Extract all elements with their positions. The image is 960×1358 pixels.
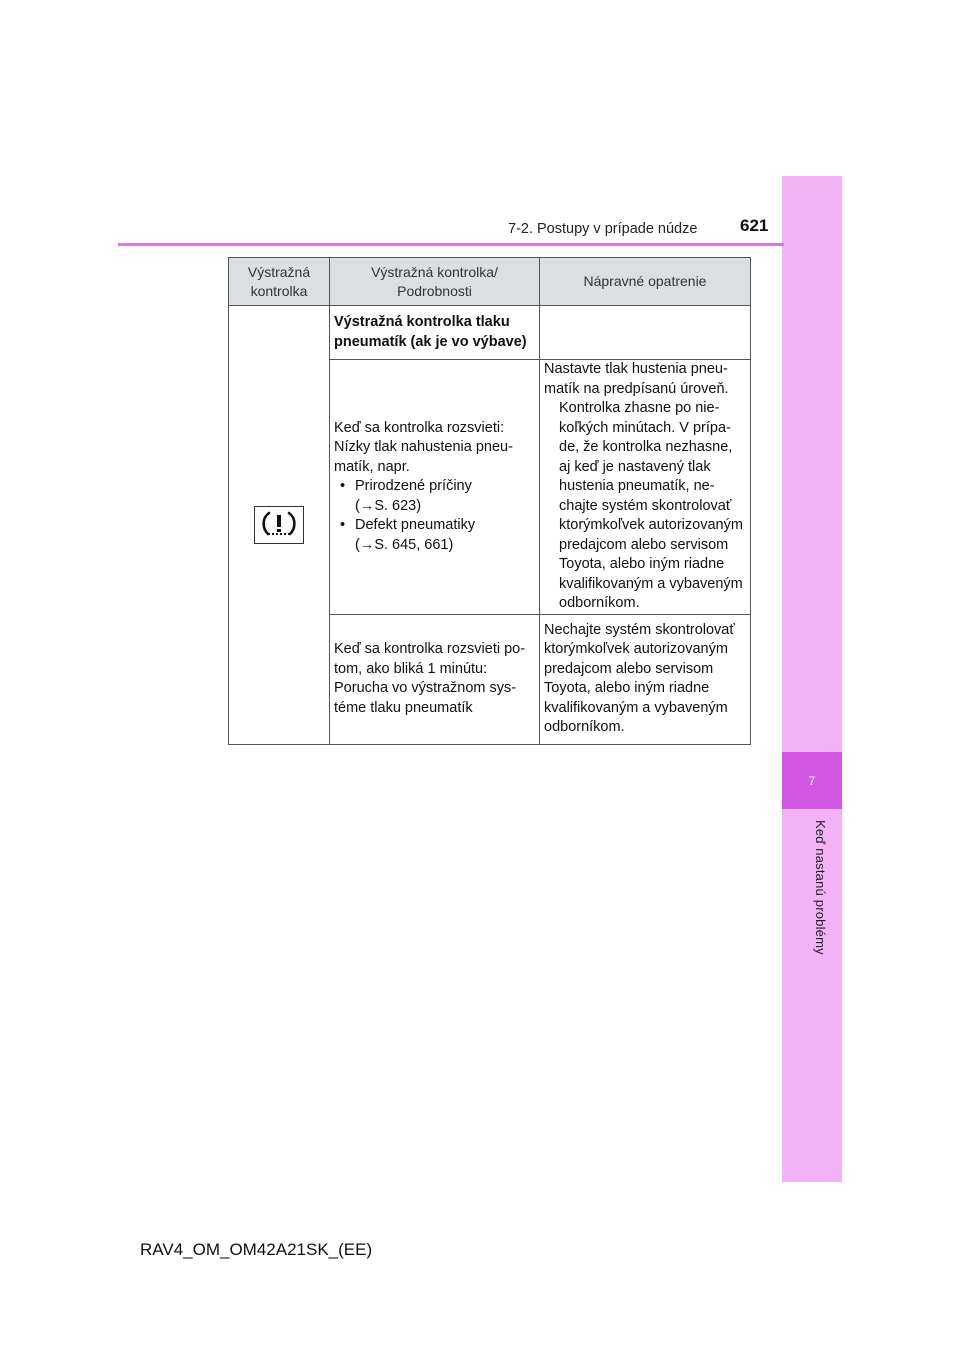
list-item: • Defekt pneumatiky (→S. 645, 661) [334,516,535,555]
action-first: Nastavte tlak hustenia pneumatík na predpísanú úroveň. [544,361,729,397]
section-title: 7-2. Postupy v prípade núdze [508,221,698,237]
cause-list [334,477,535,555]
chapter-side-tab [782,176,842,1182]
tire-pressure-warning-icon [254,506,304,544]
action-malfunction: Nechajte systém skontrolovať ktorýmkoľvek autorizovaným predajcom alebo servisom Toyota, alebo iným riadne kvalifikovaným a vybaveným odborníkom. [540,614,751,744]
detail-intro: Keď sa kontrolka rozsvieti: Nízky tlak nahustenia pneumatík, napr. [334,419,513,475]
list-item: • Prirodzené príčiny (→S. 623) [334,477,535,516]
action-low-pressure [540,360,751,615]
icon-cell [229,306,330,745]
header-corrective-action: Nápravné opatrenie [540,258,751,306]
table-header-row [229,258,751,306]
table-row-title [229,306,751,360]
warning-title: Výstražná kontrolka tlaku pneumatík (ak je vo výbave) [330,306,540,360]
chapter-number: 7 [782,752,842,809]
header-details: Výstražná kontrolka/ Podrobnosti [330,258,540,306]
header-divider [118,243,784,246]
detail-malfunction: Keď sa kontrolka rozsvieti potom, ako bliká 1 minútu: Porucha vo výstražnom systéme tlaku pneumatík [330,614,540,744]
detail-low-pressure [330,360,540,615]
header-warning-light: Výstražná kontrolka [229,258,330,306]
page-number: 621 [740,216,769,235]
warning-light-table [228,257,751,745]
empty-cell [540,306,751,360]
chapter-label: Keď nastanú problémy [813,820,828,955]
action-rest: Kontrolka zhasne po niekoľkých minútach. V prípade, že kontrolka nezhasne, aj keď je nastavený tlak hustenia pneumatík, nechajte systém skontrolovať ktorýmkoľvek autorizovaným predajcom alebo servisom Toyota, alebo iným riadne kvalifikovaným a vybaveným odborníkom. [559,400,743,611]
footer-document-code: RAV4_OM_OM42A21SK_(EE) [140,1240,373,1259]
